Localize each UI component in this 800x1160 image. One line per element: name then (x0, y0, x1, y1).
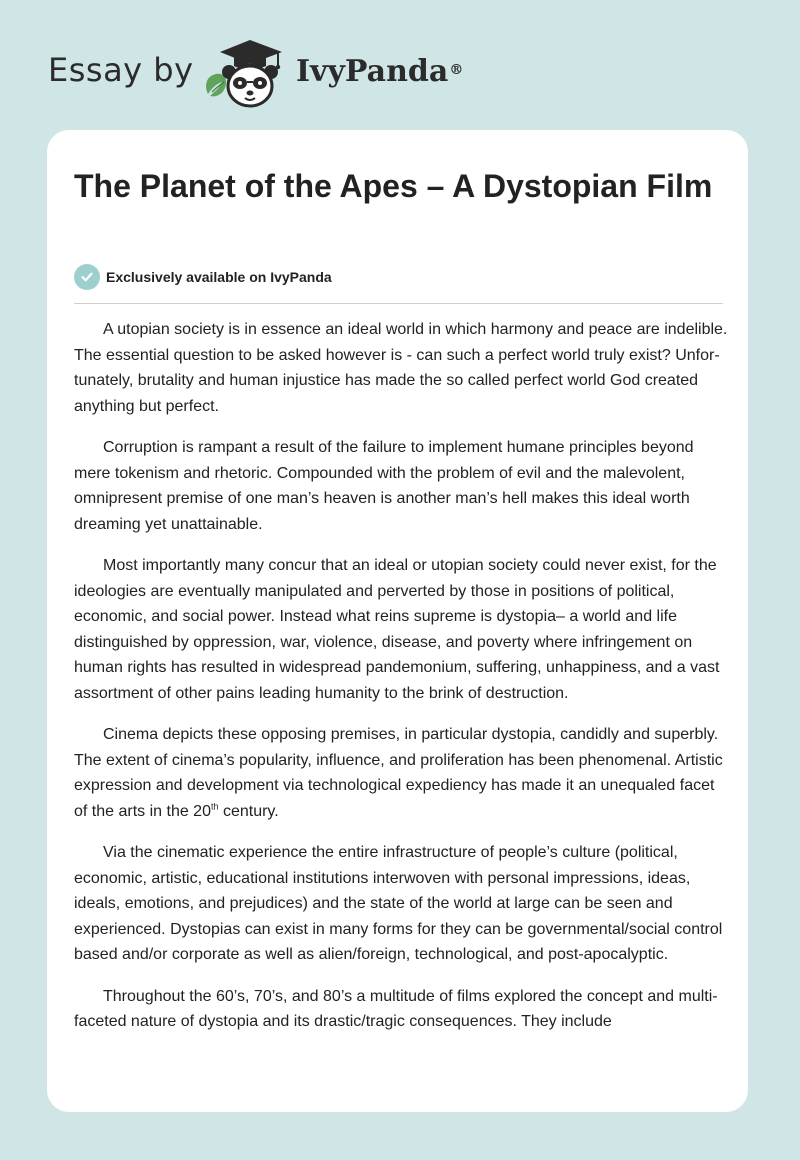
paragraph-4-end: century. (218, 802, 279, 820)
essay-by-label: Essay by (48, 51, 194, 89)
trademark-symbol: ® (449, 62, 464, 78)
brand-text: IvyPanda (296, 54, 449, 89)
paragraph-5: Via the cinematic experience the entire infrastructure of people’s culture (political, economic, artistic, educational institutions interwoven with personal impressions, ideas, ideals, emotions, and prejudices) and the state of the world at large can be seen and experienced. Dystopias can exist in many forms for they can be governmental/social control based and/or corporate as well as alien/foreign, technological, and post-apocalyptic. (74, 844, 723, 963)
panda-logo-icon[interactable] (200, 36, 292, 110)
paragraph-4-text: Cinema depicts these opposing premises, in particular dystopia, candidly and superbly. The extent of cinema’s popularity, influence, and proliferation has been phenomenal. Artistic expression and development via technological expediency has made it an unequaled facet of the arts in the 20 (74, 726, 723, 820)
site-header (0, 0, 800, 130)
ivy-leaf-icon (206, 74, 226, 97)
checkmark-icon (74, 264, 100, 290)
paragraph-1: A utopian society is in essence an ideal world in which harmony and peace are indelible. The essential question to be asked however is - can such a perfect world truly exist? Unfor-tunately, brutality and human injustice has made the so called perfect world God created anything but perfect. (74, 321, 728, 415)
paragraph-4 (74, 722, 728, 824)
paragraph-2: Corruption is rampant a result of the failure to implement humane principles beyond mere tokenism and rhetoric. Compounded with the problem of evil and the malevolent, omnipresent premise of one man’s heaven is another man’s hell makes this ideal worth dreaming yet unattainable. (74, 439, 694, 533)
badge-label: Exclusively available on IvyPanda (106, 269, 332, 285)
page-title: The Planet of the Apes – A Dystopian Film (74, 168, 713, 204)
essay-card (47, 130, 748, 1112)
exclusive-badge (74, 264, 332, 290)
ordinal-suffix: th (210, 801, 219, 812)
paragraph-6: Throughout the 60’s, 70’s, and 80’s a multitude of films explored the concept and multi-faceted nature of dystopia and its drastic/tragic consequences. They include (74, 987, 718, 1030)
paragraph-3: Most importantly many concur that an ideal or utopian society could never exist, for the ideologies are eventually manipulated and perverted by those in positions of political, economic, and social power. Instead what reins supreme is dystopia– a world and life distinguished by oppression, war, violence, disease, and poverty where infringement on human rights has resulted in widespread pandemonium, suffering, unhappiness, and a vast assortment of other pains leading humanity to the brink of destruction. (74, 557, 720, 702)
essay-body (74, 317, 728, 1051)
divider (74, 303, 723, 304)
brand-name[interactable] (296, 52, 463, 92)
